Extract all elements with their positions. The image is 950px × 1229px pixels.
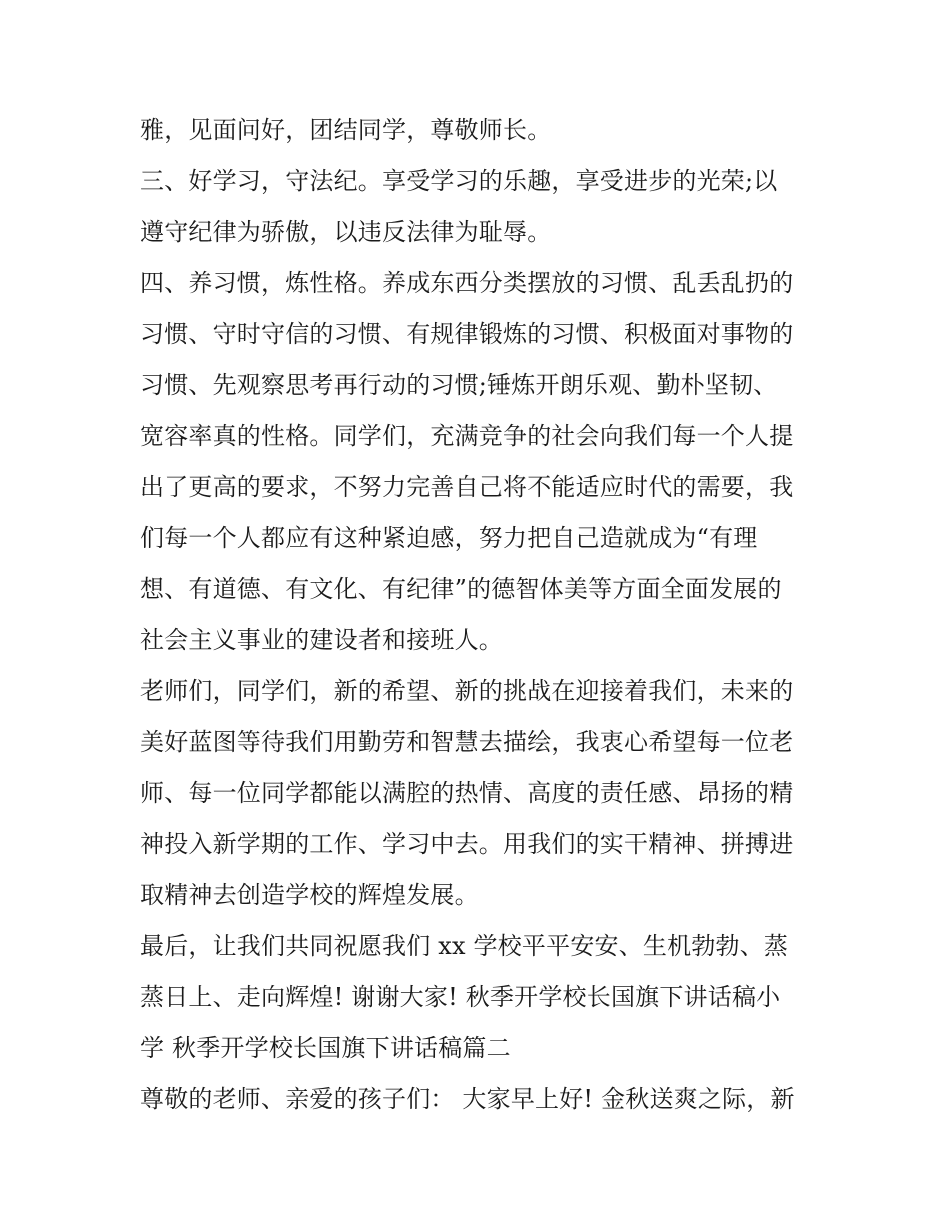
text-line: 师、每一位同学都能以满腔的热情、高度的责任感、昂扬的精 xyxy=(140,779,794,807)
text-line: 神投入新学期的工作、学习中去。用我们的实干精神、拼搏进 xyxy=(140,830,794,858)
text-line: 雅，见面问好，团结同学，尊敬师长。 xyxy=(140,116,552,144)
text-line: 出了更高的要求，不努力完善自己将不能适应时代的需要，我 xyxy=(140,473,794,501)
text-line: 老师们，同学们，新的希望、新的挑战在迎接着我们，未来的 xyxy=(140,677,794,705)
text-line: 宽容率真的性格。同学们，充满竞争的社会向我们每一个人提 xyxy=(140,422,794,450)
text-line: 习惯、守时守信的习惯、有规律锻炼的习惯、积极面对事物的 xyxy=(140,320,794,348)
text-line: 三、好学习，守法纪。享受学习的乐趣，享受进步的光荣;以 xyxy=(140,167,778,195)
text-line: 最后，让我们共同祝愿我们 xx 学校平平安安、生机勃勃、蒸 xyxy=(140,932,789,960)
text-line: 学 秋季开学校长国旗下讲话稿篇二 xyxy=(140,1034,511,1062)
text-line: 美好蓝图等待我们用勤劳和智慧去描绘，我衷心希望每一位老 xyxy=(140,728,794,756)
text-line: 取精神去创造学校的辉煌发展。 xyxy=(140,881,479,909)
text-line: 四、养习惯，炼性格。养成东西分类摆放的习惯、乱丢乱扔的 xyxy=(140,269,794,297)
text-line: 尊敬的老师、亲爱的孩子们： 大家早上好! 金秋送爽之际，新 xyxy=(140,1085,795,1113)
text-line: 们每一个人都应有这种紧迫感，努力把自己造就成为“有理 xyxy=(140,524,758,552)
text-line: 蒸日上、走向辉煌! 谢谢大家! 秋季开学校长国旗下讲话稿小 xyxy=(140,983,781,1011)
document-body xyxy=(140,108,820,1128)
text-line: 想、有道德、有文化、有纪律”的德智体美等方面全面发展的 xyxy=(140,575,782,603)
text-line: 社会主义事业的建设者和接班人。 xyxy=(140,626,503,654)
text-line: 遵守纪律为骄傲，以违反法律为耻辱。 xyxy=(140,218,552,246)
text-line: 习惯、先观察思考再行动的习惯;锤炼开朗乐观、勤朴坚韧、 xyxy=(140,371,778,399)
